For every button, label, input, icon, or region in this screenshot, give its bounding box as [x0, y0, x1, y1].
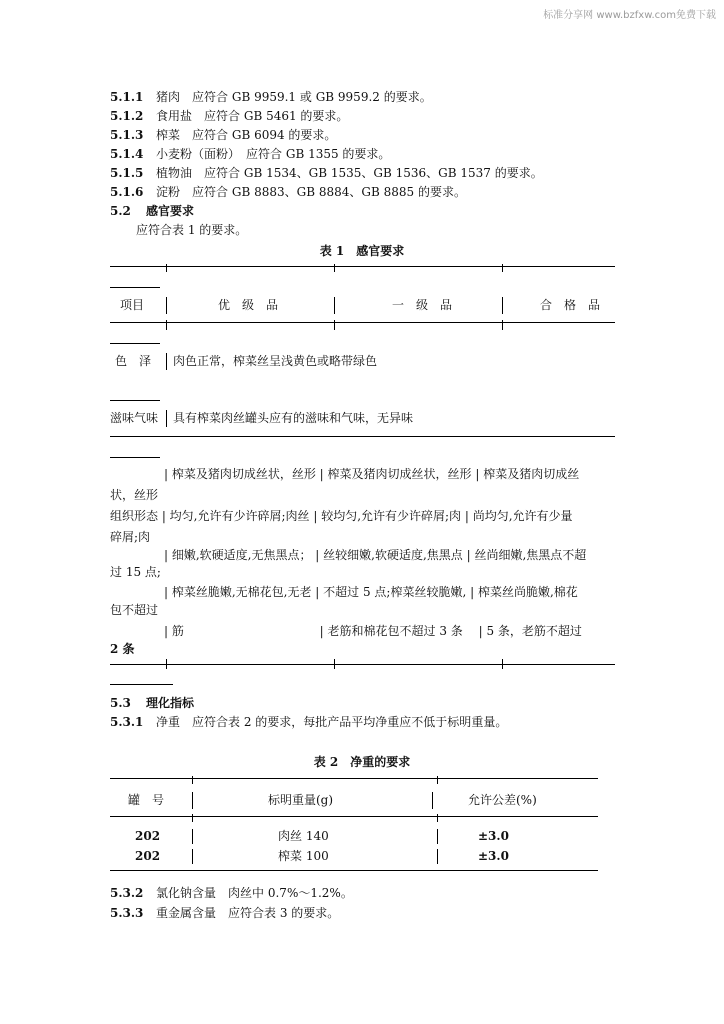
table2-rule	[110, 816, 598, 817]
table1-row-taste-label: 滋味气味	[110, 411, 159, 425]
clause-5-3-2: 5.3.2 氯化钠含量 肉丝中 0.7%～1.2%。	[110, 886, 353, 900]
table2-header-tolerance: 允许公差(%)	[468, 793, 537, 807]
table1-rule	[110, 436, 615, 437]
table1-rule	[110, 322, 615, 323]
table2-sep	[437, 829, 438, 844]
table1-sep	[502, 297, 503, 314]
table1-row-color-text: 肉色正常，榨菜丝呈浅黄色或略带绿色	[173, 354, 378, 368]
table1-row-taste-text: 具有榨菜肉丝罐头应有的滋味和气味，无异味	[173, 411, 414, 425]
clause-5-1-4: 5.1.4 小麦粉（面粉） 应符合 GB 1355 的要求。	[110, 147, 391, 161]
table1-tissue-line: 组织形态 | 均匀,允许有少许碎屑;肉丝 | 较均匀,允许有少许碎屑;肉 | 尚均匀,允许有少量	[110, 509, 573, 523]
table1-tick	[166, 264, 167, 272]
table1-header-first: 一 级 品	[392, 298, 453, 312]
table1-sep	[166, 410, 167, 427]
table1-tissue-line: | 筋 | 老筋和棉花包不超过 3 条 | 5 条，老筋不超过	[164, 624, 582, 638]
table2-sep	[437, 849, 438, 864]
table1-tick	[334, 659, 335, 669]
table1-tick	[166, 659, 167, 669]
clause-5-1-6: 5.1.6 淀粉 应符合 GB 8883、GB 8884、GB 8885 的要求。	[110, 185, 466, 199]
table1-tissue-line: | 细嫩,软硬适度,无焦黑点； | 丝较细嫩,软硬适度,焦黑点 | 丝尚细嫩,焦黑点不超	[164, 548, 587, 562]
clause-5-1-3: 5.1.3 榨菜 应符合 GB 6094 的要求。	[110, 128, 337, 142]
table2-sep	[192, 792, 193, 809]
table1-tick	[502, 264, 503, 272]
table2-cell-can: 202	[135, 849, 161, 863]
table1-tick	[502, 320, 503, 330]
table2-cell-can: 202	[135, 829, 161, 843]
table1-tissue-line: 2 条	[110, 642, 135, 656]
table2-rule	[110, 778, 598, 779]
table1-tick	[166, 320, 167, 330]
table1-rule	[110, 287, 160, 288]
table2-sep	[192, 849, 193, 864]
table1-row-color-label: 色 泽	[115, 354, 152, 368]
table2-tick	[437, 776, 438, 784]
table1-tissue-line: 状，丝形	[110, 488, 159, 502]
table1-sep	[166, 297, 167, 314]
clause-5-3-3: 5.3.3 重金属含量 应符合表 3 的要求。	[110, 906, 340, 920]
table2-tick	[192, 814, 193, 822]
clause-5-1-2: 5.1.2 食用盐 应符合 GB 5461 的要求。	[110, 109, 349, 123]
table2-sep	[432, 792, 433, 809]
table2-cell-weight: 肉丝 140	[278, 829, 329, 843]
table1-rule	[110, 400, 160, 401]
table1-tissue-line: 过 15 点;	[110, 565, 161, 579]
section-5-3-heading: 5.3 理化指标	[110, 696, 195, 710]
table2-header-can: 罐 号	[128, 793, 165, 807]
table1-header-premium: 优 级 品	[218, 298, 279, 312]
clause-5-1-5: 5.1.5 植物油 应符合 GB 1534、GB 1535、GB 1536、GB 1537 的要求。	[110, 166, 543, 180]
clause-5-1-1: 5.1.1 猪肉 应符合 GB 9959.1 或 GB 9959.2 的要求。	[110, 90, 432, 104]
table1-caption: 表 1 感官要求	[319, 244, 405, 258]
table1-rule	[110, 343, 160, 344]
table2-tick	[437, 814, 438, 822]
clause-5-3-1: 5.3.1 净重 应符合表 2 的要求，每批产品平均净重应不低于标明重量。	[110, 715, 508, 729]
watermark: 标准分享网 www.bzfxw.com免费下载	[543, 10, 716, 21]
table1-rule	[110, 664, 615, 665]
table2-cell-tolerance: ±3.0	[478, 849, 509, 863]
table1-header-qualified: 合 格 品	[540, 298, 601, 312]
table1-tick	[502, 659, 503, 669]
table2-rule	[110, 870, 598, 871]
table2-tick	[192, 776, 193, 784]
table1-tissue-line: | 榨菜及猪肉切成丝状，丝形 | 榨菜及猪肉切成丝状，丝形 | 榨菜及猪肉切成丝	[164, 467, 580, 481]
table1-tissue-line: 包不超过	[110, 603, 159, 617]
table2-cell-tolerance: ±3.0	[478, 829, 509, 843]
table1-sep	[166, 353, 167, 370]
table1-tick	[334, 264, 335, 272]
table1-tissue-line: 碎屑;肉	[110, 530, 151, 544]
section-5-2-heading: 5.2 感官要求	[110, 204, 195, 218]
table2-sep	[192, 829, 193, 844]
table1-tick	[334, 320, 335, 330]
table2-cell-weight: 榨菜 100	[278, 849, 329, 863]
table2-header-weight: 标明重量(g)	[268, 793, 334, 807]
table1-header-item: 项目	[120, 298, 145, 312]
table1-tissue-line: | 榨菜丝脆嫩,无棉花包,无老 | 不超过 5 点;榨菜丝较脆嫩, | 榨菜丝尚脆嫩,棉花	[164, 585, 578, 599]
table1-rule	[110, 457, 160, 458]
section-5-2-text: 应符合表 1 的要求。	[136, 223, 248, 237]
table1-sep	[334, 297, 335, 314]
table2-caption: 表 2 净重的要求	[313, 755, 411, 769]
table1-rule	[110, 266, 615, 267]
table1-rule	[110, 684, 173, 685]
